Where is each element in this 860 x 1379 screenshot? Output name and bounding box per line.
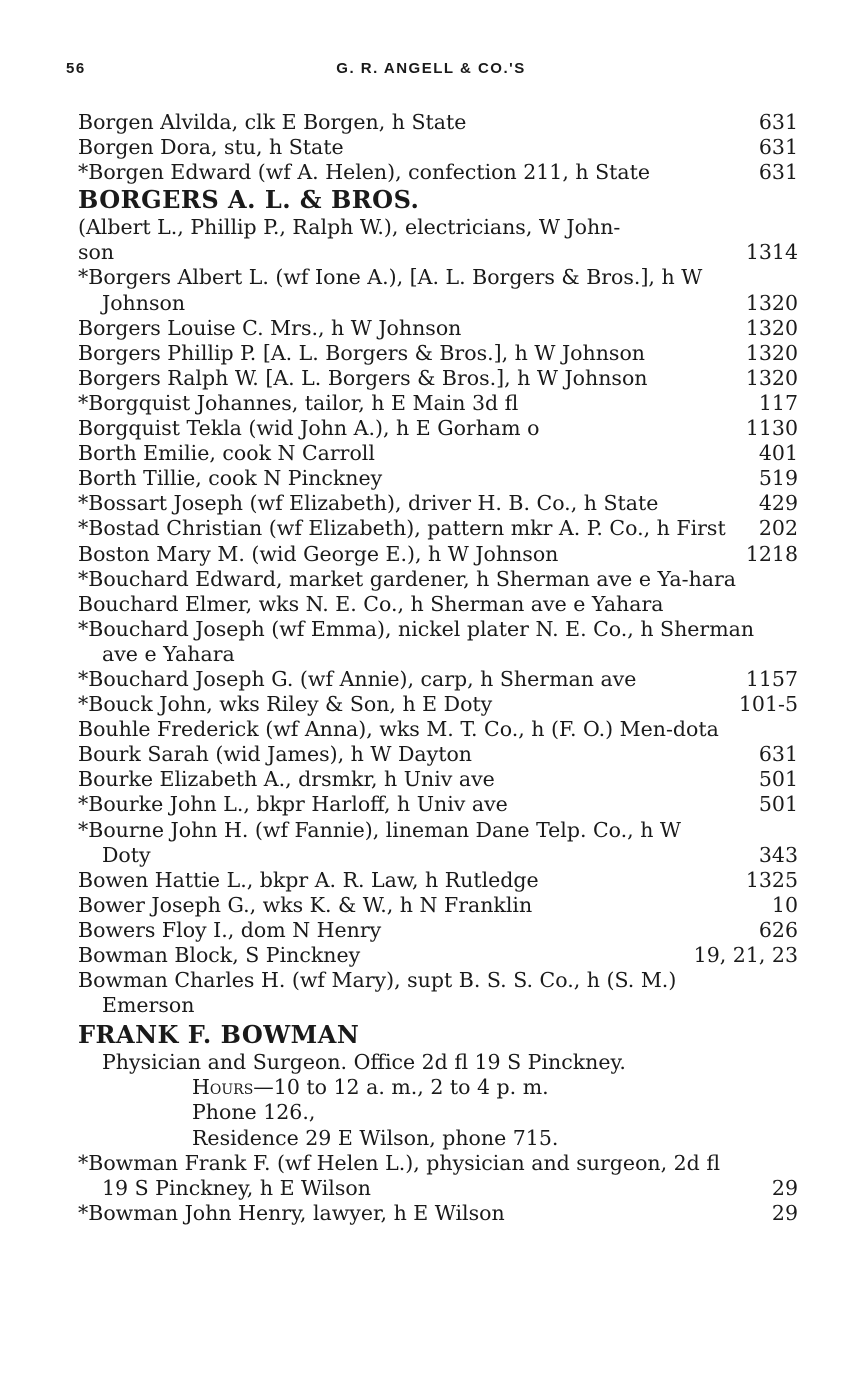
entry-street-number: 101-5 <box>738 692 798 717</box>
entry-block-a <box>78 110 798 185</box>
entry-street-number: 626 <box>758 917 798 942</box>
directory-entry <box>78 692 798 717</box>
entry-text: *Bowman John Henry, lawyer, h E Wilson <box>78 1200 505 1225</box>
entry-text: Bouhle Frederick (wf Anna), wks M. T. Co., h (F. O.) Men-dota <box>78 717 719 742</box>
directory-entry <box>78 135 798 160</box>
entry-text: Borgen Alvilda, clk E Borgen, h State <box>78 110 467 134</box>
entry-street-number: 631 <box>758 135 798 160</box>
entry-text: *Bouck John, wks Riley & Son, h E Doty <box>78 692 493 717</box>
entry-street-number: 631 <box>758 160 798 185</box>
directory-entry <box>78 968 798 1018</box>
entry-text: *Borgen Edward (wf A. Helen), confection 211, h State <box>78 160 650 185</box>
entry-text: *Bostad Christian (wf Elizabeth), pattern mkr A. P. Co., h First <box>78 516 726 541</box>
directory-entry <box>78 767 798 792</box>
directory-entry <box>78 792 798 817</box>
directory-entry <box>78 592 798 617</box>
entry-text: Bower Joseph G., wks K. & W., h N Franklin <box>78 892 533 917</box>
directory-entry <box>78 265 798 315</box>
directory-entry <box>78 416 798 441</box>
firm-description-line1: (Albert L., Phillip P., Ralph W.), electricians, W John- <box>78 215 621 240</box>
entry-block-b <box>78 265 798 1018</box>
ad-hours-line <box>78 1075 798 1100</box>
entry-street-number: 1320 <box>745 290 798 315</box>
entry-text: Bourke Elizabeth A., drsmkr, h Univ ave <box>78 767 495 792</box>
entry-street-number: 631 <box>758 742 798 767</box>
entry-street-number: 117 <box>758 390 798 415</box>
entry-text: Borgen Dora, stu, h State <box>78 135 344 160</box>
entry-street-number: 429 <box>758 491 798 516</box>
page-header <box>66 60 796 82</box>
entry-street-number: 1157 <box>745 666 798 691</box>
firm-description-cont <box>78 240 798 265</box>
directory-entry <box>78 1201 798 1226</box>
entry-text: *Bossart Joseph (wf Elizabeth), driver H. B. Co., h State <box>78 491 659 516</box>
directory-entry <box>78 391 798 416</box>
entry-street-number: 501 <box>758 767 798 792</box>
entry-street-number: 1320 <box>745 365 798 390</box>
directory-entry <box>78 742 798 767</box>
entry-text: Bowers Floy I., dom N Henry <box>78 917 382 942</box>
directory-entry <box>78 818 798 868</box>
directory-entry <box>78 717 798 742</box>
entry-text: *Bouchard Edward, market gardener, h Sherman ave e Ya-hara <box>78 566 737 591</box>
entry-text: *Bourke John L., bkpr Harloff, h Univ ave <box>78 792 508 817</box>
running-title: G. R. ANGELL & CO.'S <box>336 60 526 77</box>
entry-street-number: 1325 <box>745 867 798 892</box>
directory-entry <box>78 366 798 391</box>
entry-street-number: 501 <box>758 792 798 817</box>
entry-block-c <box>78 1151 798 1226</box>
directory-entry <box>78 110 798 135</box>
directory-entry <box>78 943 798 968</box>
entry-text: *Bourne John H. (wf Fannie), lineman Dane Telp. Co., h W Doty <box>78 817 681 867</box>
entry-text: Borth Tillie, cook N Pinckney <box>78 466 383 491</box>
directory-entry <box>78 441 798 466</box>
entry-street-number: 519 <box>758 466 798 491</box>
entry-text: Borgquist Tekla (wid John A.), h E Gorham o <box>78 416 540 441</box>
entry-street-number: 1320 <box>745 315 798 340</box>
directory-entry <box>78 667 798 692</box>
advertisement <box>78 1020 798 1150</box>
ad-phone-line: Phone 126., <box>192 1100 316 1125</box>
entry-street-number: 19, 21, 23 <box>693 943 798 967</box>
entry-street-number: 29 <box>771 1200 798 1225</box>
ad-hours: —10 to 12 a. m., 2 to 4 p. m. <box>253 1075 549 1100</box>
entry-text: *Borgquist Johannes, tailor, h E Main 3d fl <box>78 390 519 415</box>
entry-text: Bowen Hattie L., bkpr A. R. Law, h Rutledge <box>78 867 539 892</box>
directory-entry <box>78 341 798 366</box>
directory-entry <box>78 567 798 592</box>
directory-entry <box>78 542 798 567</box>
ad-hours-label: Hours <box>192 1075 254 1100</box>
firm-description-line2: son <box>78 240 115 265</box>
ad-name: FRANK F. BOWMAN <box>78 1020 360 1050</box>
directory-entry <box>78 316 798 341</box>
entry-street-number: 202 <box>758 516 798 541</box>
entry-street-number: 631 <box>758 110 798 134</box>
entry-street-number: 10 <box>771 892 798 917</box>
entry-text: Borgers Ralph W. [A. L. Borgers & Bros.], h W Johnson <box>78 365 648 390</box>
page-number: 56 <box>66 60 86 77</box>
directory-entry <box>78 491 798 516</box>
directory-entry <box>78 893 798 918</box>
directory-entry <box>78 868 798 893</box>
entry-text: Borth Emilie, cook N Carroll <box>78 441 375 466</box>
entry-text: *Bouchard Joseph G. (wf Annie), carp, h Sherman ave <box>78 666 637 691</box>
ad-office-line: Physician and Surgeon. Office 2d fl 19 S Pinckney. <box>102 1050 626 1075</box>
directory-entry <box>78 466 798 491</box>
directory-entry <box>78 160 798 185</box>
entry-text: *Bouchard Joseph (wf Emma), nickel plater N. E. Co., h Sherman ave e Yahara <box>78 616 755 666</box>
entry-street-number: 1130 <box>745 416 798 441</box>
entry-text: Bouchard Elmer, wks N. E. Co., h Sherman ave e Yahara <box>78 591 664 616</box>
entry-street-number: 1320 <box>745 340 798 365</box>
ad-residence-line: Residence 29 E Wilson, phone 715. <box>192 1125 559 1150</box>
firm-name: BORGERS A. L. & BROS. <box>78 185 420 215</box>
entry-text: Bourk Sarah (wid James), h W Dayton <box>78 742 472 767</box>
directory-entry <box>78 1151 798 1201</box>
directory-entry <box>78 617 798 667</box>
entry-street-number: 401 <box>758 441 798 466</box>
directory-entry <box>78 516 798 541</box>
firm-listing <box>78 185 798 265</box>
entry-text: Bowman Charles H. (wf Mary), supt B. S. S. Co., h (S. M.) Emerson <box>78 968 677 1018</box>
entry-street-number: 343 <box>758 842 798 867</box>
entry-text: *Bowman Frank F. (wf Helen L.), physician and surgeon, 2d fl 19 S Pinckney, h E Wilson <box>78 1150 720 1200</box>
entry-text: *Borgers Albert L. (wf Ione A.), [A. L. Borgers & Bros.], h W Johnson <box>78 265 703 315</box>
entry-text: Borgers Phillip P. [A. L. Borgers & Bros.], h W Johnson <box>78 340 645 365</box>
firm-description <box>78 215 798 240</box>
directory-entry <box>78 918 798 943</box>
directory-listing <box>78 110 798 1226</box>
entry-street-number: 29 <box>771 1175 798 1200</box>
entry-text: Boston Mary M. (wid George E.), h W Johnson <box>78 541 559 566</box>
entry-street-number: 1218 <box>745 541 798 566</box>
firm-street-number: 1314 <box>745 240 798 265</box>
entry-text: Borgers Louise C. Mrs., h W Johnson <box>78 315 462 340</box>
entry-text: Bowman Block, S Pinckney <box>78 943 361 967</box>
